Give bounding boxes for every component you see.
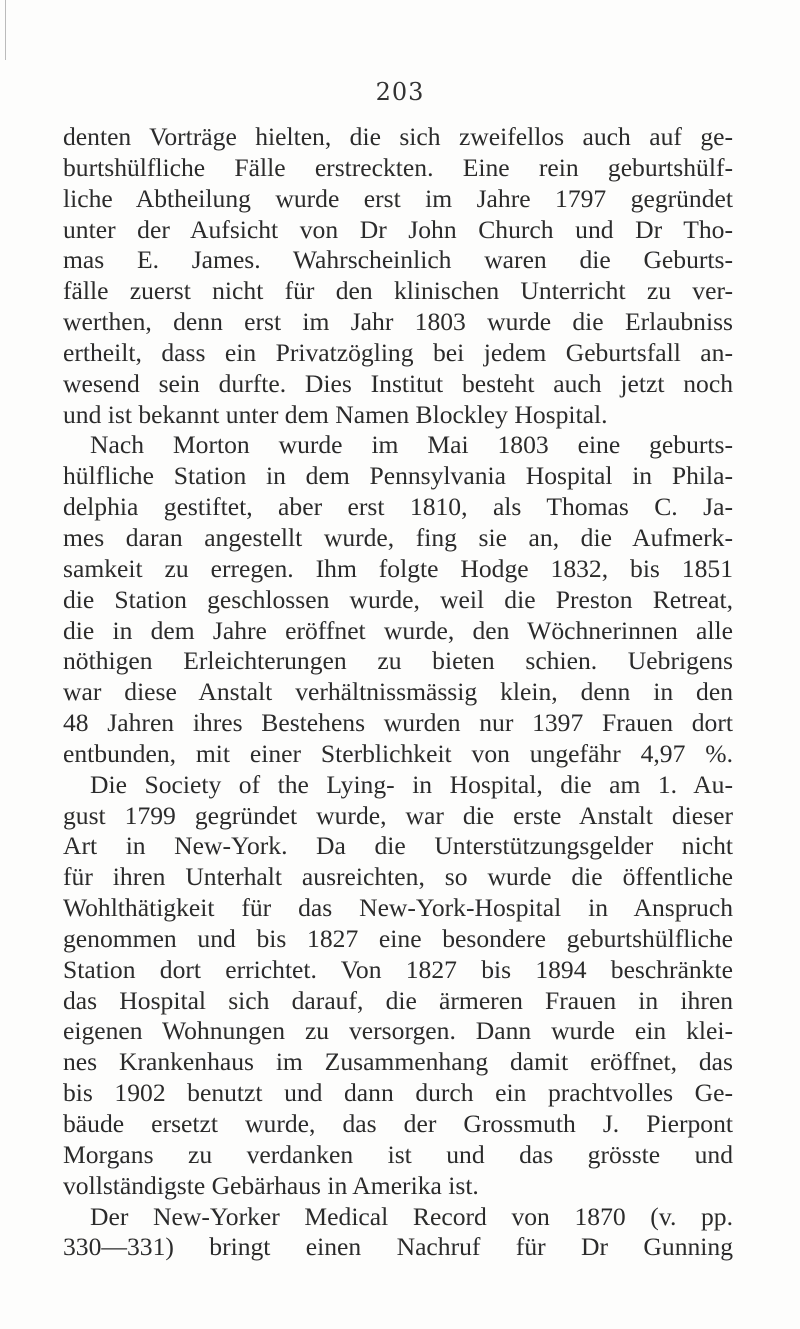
text-line: eigenen Wohnungen zu versorgen. Dann wurde ein klei- <box>63 1016 733 1046</box>
text-line: genommen und bis 1827 eine besondere geburtshülfliche <box>63 923 733 953</box>
text-line: Nach Morton wurde im Mai 1803 eine geburts- <box>90 430 733 460</box>
text-line: mes daran angestellt wurde, fing sie an, die Aufmerk- <box>63 522 733 552</box>
body-text <box>63 122 733 1263</box>
text-line: nes Krankenhaus im Zusammenhang damit eröffnet, das <box>63 1047 733 1077</box>
text-line: die Station geschlossen wurde, weil die Preston Retreat, <box>63 584 733 614</box>
text-line: das Hospital sich darauf, die ärmeren Frauen in ihren <box>63 985 733 1015</box>
text-line: liche Abtheilung wurde erst im Jahre 1797 gegründet <box>63 183 733 213</box>
text-line: unter der Aufsicht von Dr John Church und Dr Tho- <box>63 214 733 244</box>
text-line: wesend sein durfte. Dies Institut besteht auch jetzt noch <box>63 368 733 398</box>
text-line: für ihren Unterhalt ausreichten, so wurde die öffentliche <box>63 862 733 892</box>
text-line: Der New-Yorker Medical Record von 1870 (v. pp. <box>90 1201 733 1231</box>
text-line: Art in New-York. Da die Unterstützungsgelder nicht <box>63 831 733 861</box>
text-line: nöthigen Erleichterungen zu bieten schien. Uebrigens <box>63 646 733 676</box>
text-line: bis 1902 benutzt und dann durch ein prachtvolles Ge- <box>63 1078 733 1108</box>
text-line: hülfliche Station in dem Pennsylvania Hospital in Phila- <box>63 461 733 491</box>
text-line: und ist bekannt unter dem Namen Blockley Hospital. <box>63 399 608 429</box>
text-line: gust 1799 gegründet wurde, war die erste Anstalt dieser <box>63 800 733 830</box>
text-line: entbunden, mit einer Sterblichkeit von ungefähr 4,97 %. <box>63 738 733 768</box>
text-line: fälle zuerst nicht für den klinischen Unterricht zu ver- <box>63 276 733 306</box>
text-line: Station dort errichtet. Von 1827 bis 1894 beschränkte <box>63 954 733 984</box>
text-line: Morgans zu verdanken ist und das grösste und <box>63 1139 733 1169</box>
text-line: Die Society of the Lying- in Hospital, die am 1. Au- <box>90 769 733 799</box>
text-line: mas E. James. Wahrscheinlich waren die Geburts- <box>63 245 733 275</box>
text-line: die in dem Jahre eröffnet wurde, den Wöchnerinnen alle <box>63 615 733 645</box>
text-line: werthen, denn erst im Jahr 1803 wurde die Erlaubniss <box>63 307 733 337</box>
text-line: vollständigste Gebärhaus in Amerika ist. <box>63 1170 479 1200</box>
text-line: war diese Anstalt verhältnissmässig klein, denn in den <box>63 677 733 707</box>
text-line: Wohlthätigkeit für das New-York-Hospital in Anspruch <box>63 893 733 923</box>
text-line: 48 Jahren ihres Bestehens wurden nur 1397 Frauen dort <box>63 708 733 738</box>
text-line: denten Vorträge hielten, die sich zweifellos auch auf ge- <box>63 122 733 151</box>
page-edge <box>0 0 6 60</box>
text-line: burtshülfliche Fälle erstreckten. Eine rein geburtshülf- <box>63 152 733 182</box>
text-line: samkeit zu erregen. Ihm folgte Hodge 1832, bis 1851 <box>63 553 733 583</box>
page-number: 203 <box>375 78 425 106</box>
text-line: 330—331) bringt einen Nachruf für Dr Gunning <box>63 1232 733 1262</box>
text-line: delphia gestiftet, aber erst 1810, als Thomas C. Ja- <box>63 492 733 522</box>
text-line: bäude ersetzt wurde, das der Grossmuth J. Pierpont <box>63 1109 733 1138</box>
text-line: ertheilt, dass ein Privatzögling bei jedem Geburtsfall an- <box>63 337 733 367</box>
